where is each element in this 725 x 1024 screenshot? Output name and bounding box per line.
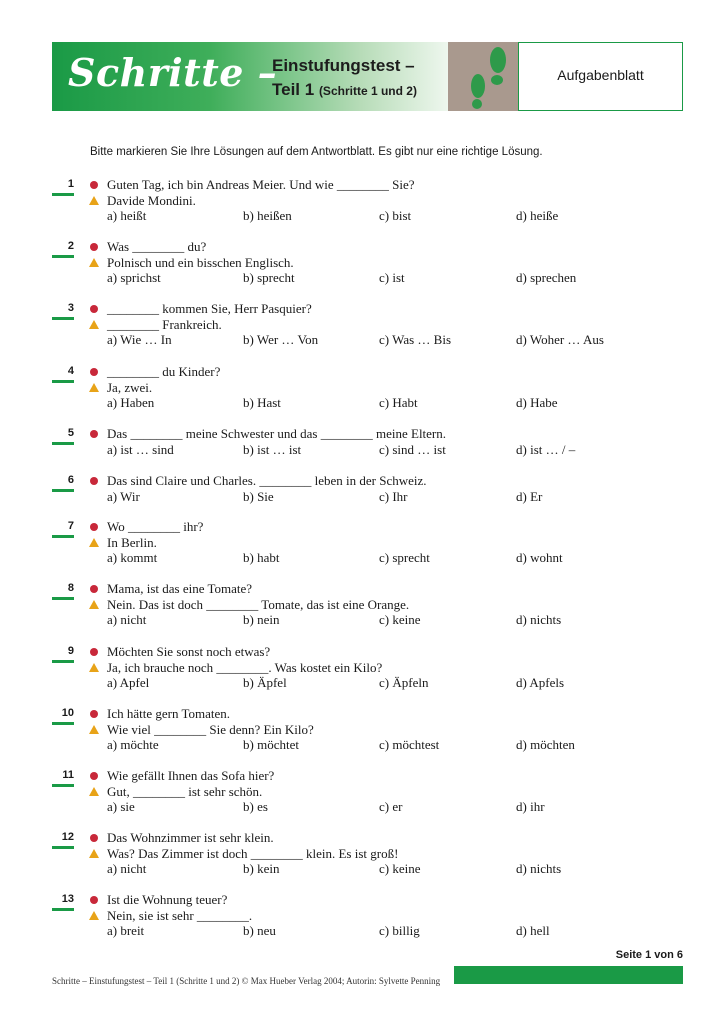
speaker-b-bullet-icon (89, 196, 99, 205)
speaker-b-bullet-icon (89, 600, 99, 609)
speaker-b-bullet-icon (89, 538, 99, 547)
question-number-underline (52, 846, 74, 849)
question-response: ________ Frankreich. (107, 316, 222, 332)
answer-option-c: c) er (379, 799, 403, 814)
speaker-b-bullet-icon (89, 787, 99, 796)
answer-option-b: b) Sie (243, 488, 274, 504)
question-response: Wie viel ________ Sie denn? Ein Kilo? (107, 721, 314, 737)
brand-banner (52, 42, 448, 111)
answer-option-d: d) Woher … Aus (516, 332, 604, 347)
question-response: Ja, ich brauche noch ________. Was kostet ein Kilo? (107, 659, 383, 675)
answer-option-c: c) Habt (379, 395, 418, 410)
question-prompt: Das Wohnzimmer ist sehr klein. (107, 830, 274, 845)
answer-option-b: b) heißen (243, 208, 292, 223)
question-prompt: Ich hätte gern Tomaten. (107, 706, 231, 721)
question-prompt: Das ________ meine Schwester und das ________ meine Eltern. (107, 426, 447, 441)
sheet-label: Aufgabenblatt (557, 67, 644, 83)
answer-option-a: a) Apfel (107, 675, 150, 690)
answer-option-b: b) es (243, 799, 268, 814)
question-response: Nein. Das ist doch ________ Tomate, das ist eine Orange. (107, 596, 410, 612)
answer-option-a: a) heißt (107, 208, 147, 223)
answer-option-b: b) Hast (243, 395, 281, 410)
answer-option-c: c) Ihr (379, 488, 408, 504)
answer-option-d: d) ist … / – (516, 441, 576, 457)
speaker-b-bullet-icon (89, 258, 99, 267)
question-number-underline (52, 489, 74, 492)
speaker-a-bullet-icon (90, 181, 98, 189)
question-number: 2 (67, 240, 74, 252)
question-number: 7 (67, 520, 74, 532)
question-number: 9 (67, 645, 74, 657)
speaker-a-bullet-icon (90, 710, 98, 718)
answer-option-a: a) breit (107, 923, 145, 938)
question-response: Gut, ________ ist sehr schön. (107, 783, 263, 799)
speaker-a-bullet-icon (90, 585, 98, 593)
answer-option-a: a) ist … sind (107, 441, 174, 457)
question-number: 10 (61, 707, 74, 719)
speaker-b-bullet-icon (89, 383, 99, 392)
question-number-underline (52, 193, 74, 196)
question-prompt: Das sind Claire und Charles. ________ leben in der Schweiz. (107, 473, 427, 488)
test-title: Einstufungstest – (272, 56, 415, 75)
speaker-a-bullet-icon (90, 772, 98, 780)
answer-option-b: b) Wer … Von (243, 332, 319, 347)
question-number: 5 (67, 427, 74, 439)
question-number: 12 (61, 831, 74, 843)
question-number-underline (52, 660, 74, 663)
question-response: In Berlin. (107, 534, 157, 550)
answer-option-c: c) möchtest (379, 737, 440, 752)
answer-option-c: c) sind … ist (379, 441, 446, 457)
answer-option-d: d) Er (516, 488, 543, 504)
question-number-underline (52, 535, 74, 538)
question-response: Ja, zwei. (107, 379, 153, 395)
speaker-a-bullet-icon (90, 523, 98, 531)
question-number: 6 (67, 474, 74, 486)
answer-option-b: b) sprecht (243, 270, 295, 285)
answer-option-b: b) Äpfel (243, 675, 287, 690)
instructions: Bitte markieren Sie Ihre Lösungen auf dem Antwortblatt. Es gibt nur eine richtige Lösung. (90, 146, 543, 158)
answer-option-a: a) Wie … In (107, 332, 172, 347)
question-response: Davide Mondini. (107, 192, 196, 208)
answer-option-d: d) heiße (516, 208, 559, 223)
answer-option-c: c) keine (379, 861, 421, 876)
answer-option-b: b) möchtet (243, 737, 299, 752)
question-number-underline (52, 317, 74, 320)
speaker-b-bullet-icon (89, 663, 99, 672)
speaker-b-bullet-icon (89, 911, 99, 920)
question-number-underline (52, 597, 74, 600)
answer-option-c: c) Äpfeln (379, 675, 429, 690)
answer-option-d: d) nichts (516, 612, 562, 627)
question-number: 1 (67, 178, 74, 190)
test-subtitle (272, 80, 417, 100)
question-prompt: Guten Tag, ich bin Andreas Meier. Und wie ________ Sie? (107, 177, 415, 192)
answer-option-b: b) kein (243, 861, 280, 876)
speaker-a-bullet-icon (90, 834, 98, 842)
answer-option-d: d) Apfels (516, 675, 565, 690)
speaker-a-bullet-icon (90, 305, 98, 313)
answer-option-a: a) nicht (107, 861, 147, 876)
speaker-b-bullet-icon (89, 725, 99, 734)
answer-option-d: d) ihr (516, 799, 545, 814)
answer-option-d: d) möchten (516, 737, 575, 752)
question-prompt: ________ kommen Sie, Herr Pasquier? (107, 301, 312, 316)
answer-option-c: c) sprecht (379, 550, 430, 565)
speaker-b-bullet-icon (89, 320, 99, 329)
answer-option-c: c) billig (379, 923, 420, 938)
question-number: 13 (61, 893, 74, 905)
question-number: 4 (67, 365, 74, 377)
answer-option-d: d) wohnt (516, 550, 563, 565)
page-number: Seite 1 von 6 (615, 949, 683, 961)
answer-option-a: a) sprichst (107, 270, 161, 285)
question-prompt: Wie gefällt Ihnen das Sofa hier? (107, 768, 275, 783)
answer-option-d: d) hell (516, 923, 550, 938)
speaker-a-bullet-icon (90, 430, 98, 438)
copyright-text: Schritte – Einstufungstest – Teil 1 (Schritte 1 und 2) © Max Hueber Verlag 2004; Autorin: Sylvette Penning (52, 976, 441, 986)
footprints-icon (448, 42, 518, 111)
test-subtitle-main: Teil 1 (272, 80, 315, 99)
answer-option-d: d) Habe (516, 395, 558, 410)
question-prompt: Mama, ist das eine Tomate? (107, 581, 253, 596)
answer-option-a: a) nicht (107, 612, 147, 627)
question-number-underline (52, 380, 74, 383)
answer-option-a: a) Wir (107, 488, 140, 504)
question-number-underline (52, 442, 74, 445)
question-number-underline (52, 722, 74, 725)
question-prompt: Wo ________ ihr? (107, 519, 204, 534)
answer-option-d: d) sprechen (516, 270, 577, 285)
answer-option-a: a) sie (107, 799, 135, 814)
answer-option-b: b) neu (243, 923, 276, 938)
question-number-underline (52, 784, 74, 787)
speaker-a-bullet-icon (90, 243, 98, 251)
footer-bar (454, 966, 683, 984)
question-number: 8 (67, 582, 74, 594)
answer-option-c: c) keine (379, 612, 421, 627)
speaker-a-bullet-icon (90, 477, 98, 485)
answer-option-d: d) nichts (516, 861, 562, 876)
header (52, 42, 683, 111)
question-prompt: ________ du Kinder? (107, 364, 221, 379)
answer-option-a: a) möchte (107, 737, 159, 752)
question-prompt: Möchten Sie sonst noch etwas? (107, 644, 271, 659)
question-response: Nein, sie ist sehr ________. (107, 907, 253, 923)
brand-name: Schritte – (68, 50, 278, 95)
answer-option-c: c) Was … Bis (379, 332, 452, 347)
question-response: Was? Das Zimmer ist doch ________ klein. Es ist groß! (107, 845, 399, 861)
speaker-a-bullet-icon (90, 368, 98, 376)
sheet-label-box (518, 42, 683, 111)
test-subtitle-sub: (Schritte 1 und 2) (318, 84, 417, 98)
speaker-a-bullet-icon (90, 648, 98, 656)
answer-option-b: b) habt (243, 550, 280, 565)
speaker-b-bullet-icon (89, 849, 99, 858)
answer-option-a: a) Haben (107, 395, 155, 410)
question-number: 3 (67, 302, 74, 314)
footprints-image (448, 42, 518, 111)
question-prompt: Ist die Wohnung teuer? (107, 892, 228, 907)
question-number-underline (52, 908, 74, 911)
answer-option-c: c) bist (379, 208, 412, 223)
question-number-underline (52, 255, 74, 258)
question-number: 11 (62, 769, 74, 781)
answer-option-b: b) ist … ist (243, 441, 302, 457)
speaker-a-bullet-icon (90, 896, 98, 904)
question-prompt: Was ________ du? (107, 239, 207, 254)
answer-option-a: a) kommt (107, 550, 158, 565)
answer-option-c: c) ist (379, 270, 405, 285)
question-response: Polnisch und ein bisschen Englisch. (107, 254, 294, 270)
answer-option-b: b) nein (243, 612, 280, 627)
